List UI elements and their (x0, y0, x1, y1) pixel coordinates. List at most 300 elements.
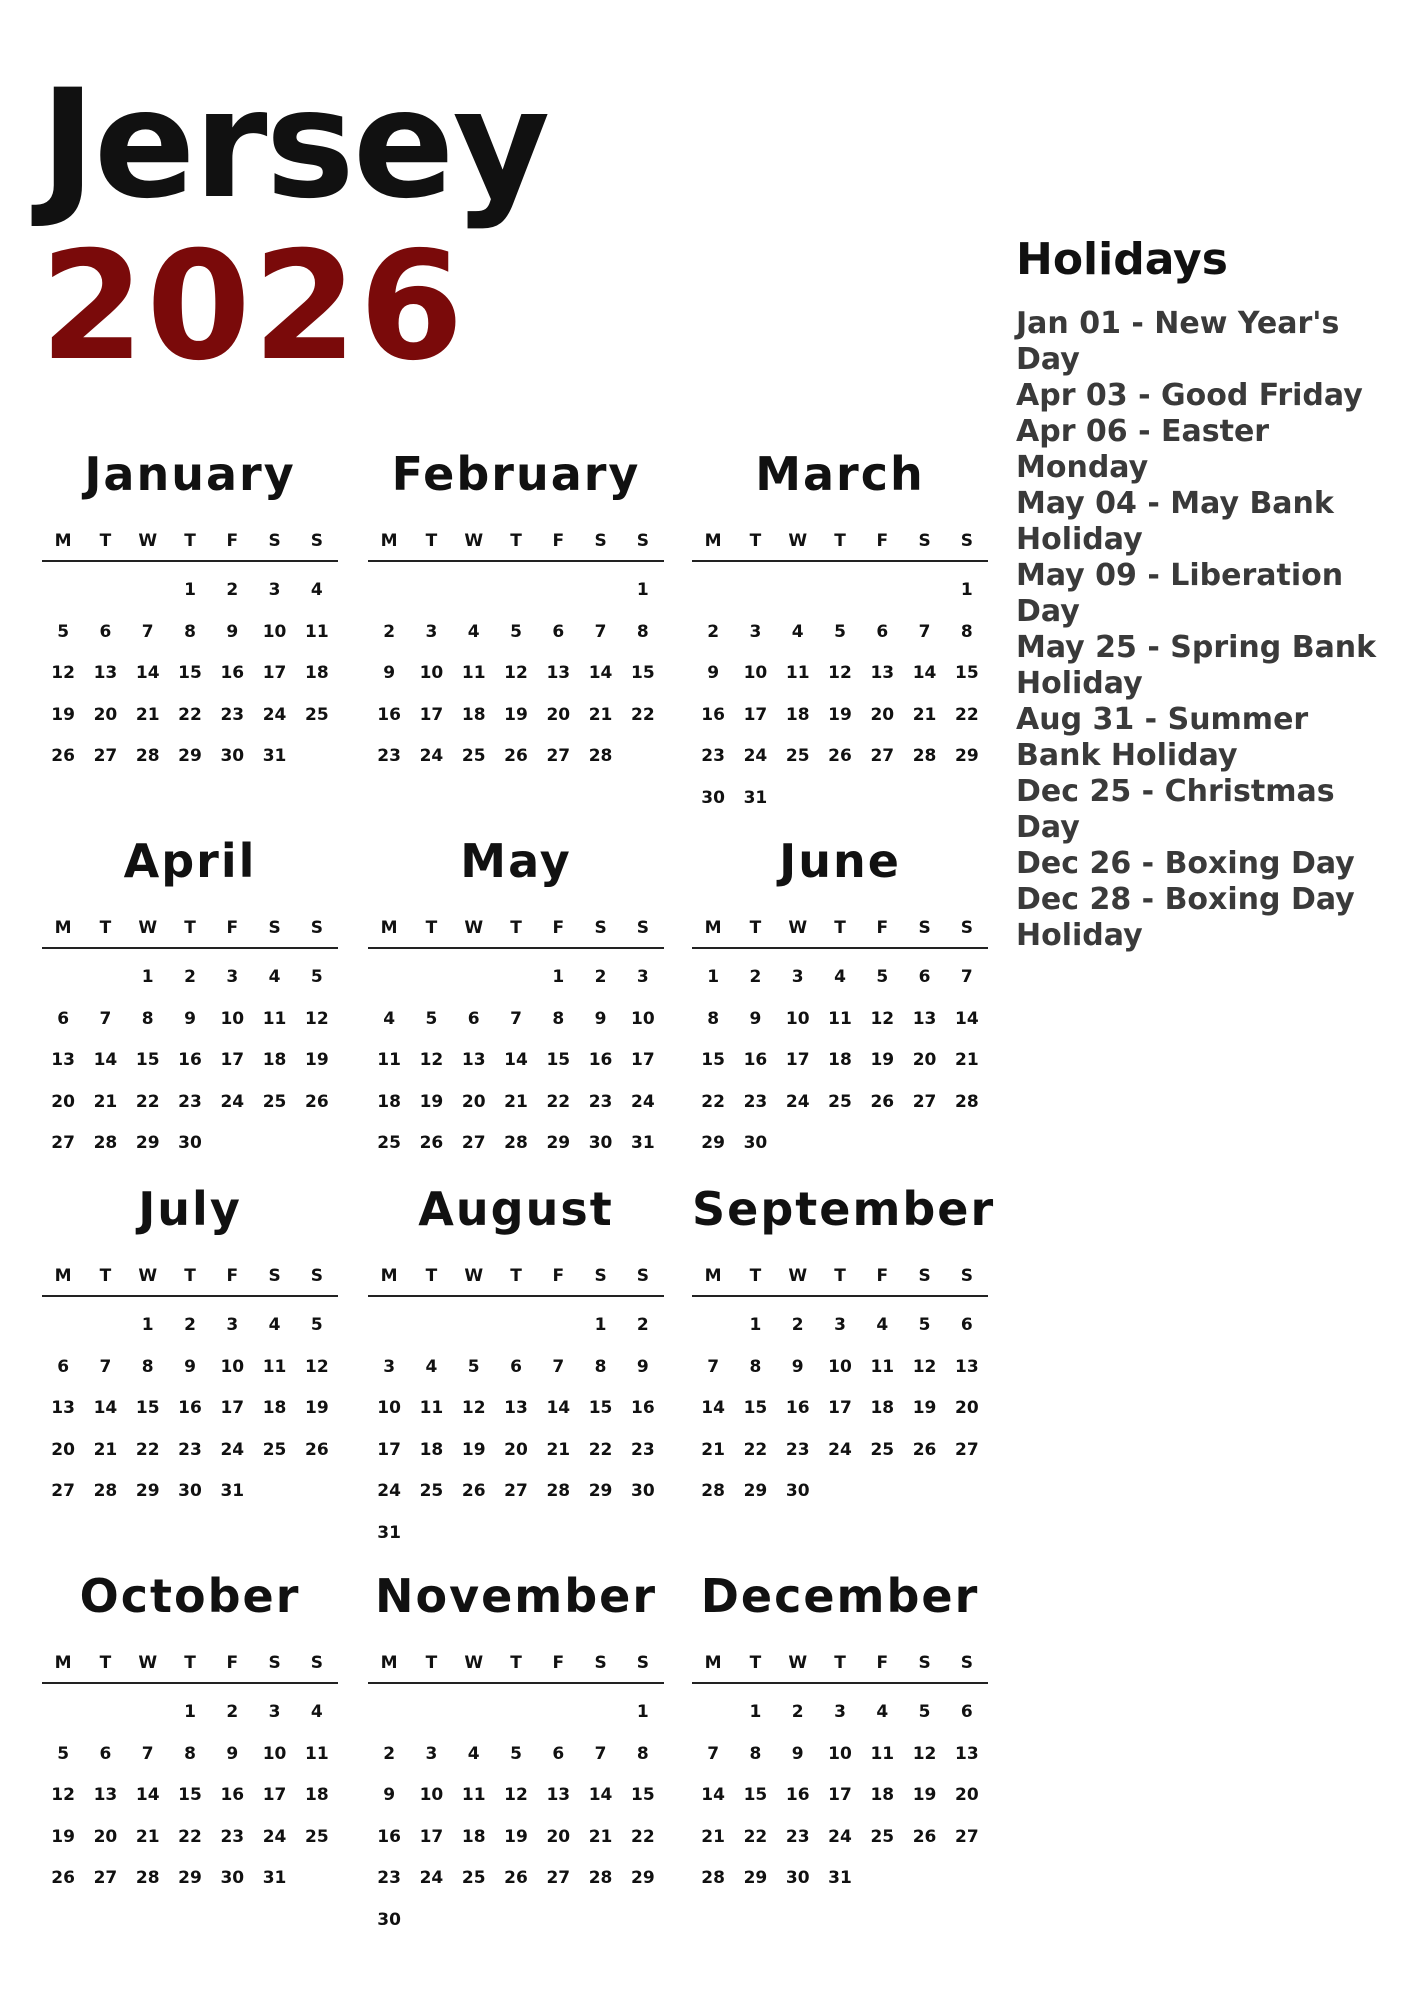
day-cell: 27 (93, 1868, 118, 1888)
day-cell: 1 (184, 580, 196, 600)
day-cell: 1 (594, 1315, 607, 1335)
day-cell: 25 (377, 1133, 401, 1153)
day-cell: 31 (631, 1133, 655, 1153)
day-cell: 4 (467, 621, 480, 642)
day-cell: 16 (701, 704, 725, 725)
holiday-item: Dec 28 - Boxing Day Holiday (1016, 882, 1355, 953)
day-cell: 17 (419, 704, 444, 725)
empty-cell (579, 1692, 621, 1734)
empty-cell (734, 570, 776, 612)
day-cell: 25 (461, 1868, 486, 1888)
day-cell: 4 (268, 967, 281, 987)
day-cell: 16 (785, 1785, 810, 1805)
day-cell: 15 (701, 1050, 725, 1070)
day-cell: 2 (791, 1315, 804, 1335)
weekday-label: M (54, 531, 72, 551)
day-cell: 8 (707, 1008, 720, 1029)
day-cell: 5 (467, 1356, 480, 1377)
day-cell: 30 (178, 1481, 202, 1501)
day-cell: 4 (310, 1702, 323, 1722)
day-cell: 7 (594, 1743, 607, 1764)
day-cell: 12 (305, 1356, 329, 1377)
day-cell: 26 (305, 1091, 329, 1112)
day-cell: 9 (383, 1785, 396, 1805)
day-cell: 15 (546, 1050, 571, 1070)
empty-cell (368, 1305, 410, 1347)
day-cell: 15 (178, 663, 202, 683)
day-cell: 13 (51, 1398, 75, 1418)
month-name: November (374, 1569, 658, 1623)
day-cell: 25 (305, 1826, 329, 1847)
day-cell: 26 (504, 1868, 528, 1888)
day-cell: 30 (588, 1133, 613, 1153)
day-cell: 31 (377, 1522, 401, 1543)
day-cell: 27 (955, 1439, 979, 1460)
day-cell: 27 (955, 1826, 979, 1847)
day-cell: 1 (960, 580, 973, 600)
day-cell: 15 (135, 1398, 160, 1418)
day-cell: 25 (262, 1439, 287, 1460)
day-cell: 9 (707, 663, 720, 683)
day-cell: 27 (546, 746, 571, 766)
weekday-label: W (464, 918, 484, 938)
day-cell: 13 (546, 1785, 571, 1805)
day-cell: 30 (220, 746, 245, 766)
weekday-label: S (960, 531, 973, 551)
day-cell: 30 (785, 1868, 810, 1888)
day-cell: 25 (305, 704, 329, 725)
weekday-label: W (788, 1653, 808, 1673)
month-name: October (79, 1569, 301, 1623)
empty-cell (495, 1692, 537, 1734)
day-cell: 11 (461, 1785, 486, 1805)
empty-cell (537, 1692, 579, 1734)
day-cell: 2 (636, 1315, 649, 1335)
holiday-item: May 04 - May Bank Holiday (1016, 486, 1334, 557)
day-cell: 16 (785, 1398, 810, 1418)
day-cell: 24 (828, 1826, 852, 1847)
weekday-label: T (184, 1653, 196, 1673)
weekday-header (692, 1263, 988, 1297)
day-cell: 29 (743, 1481, 768, 1501)
day-cell: 19 (51, 1826, 75, 1847)
day-cell: 19 (504, 704, 528, 725)
day-cell: 6 (876, 621, 889, 642)
day-cell: 3 (268, 1702, 281, 1722)
day-cell: 14 (135, 1785, 160, 1805)
day-cell: 14 (93, 1050, 118, 1070)
day-cell: 8 (749, 1743, 762, 1764)
weekday-label: F (226, 531, 239, 551)
empty-cell (410, 1692, 452, 1734)
day-cell: 18 (870, 1398, 895, 1418)
month-april (42, 835, 338, 1165)
day-cell: 3 (383, 1356, 396, 1377)
day-cell: 8 (184, 1743, 196, 1764)
day-cell: 19 (305, 1050, 329, 1070)
month-name: February (391, 447, 641, 501)
day-cell: 19 (912, 1398, 937, 1418)
day-cell: 14 (588, 1785, 613, 1805)
day-cell: 17 (785, 1050, 810, 1070)
weekday-label: S (310, 918, 323, 938)
day-cell: 14 (504, 1050, 528, 1070)
day-cell: 3 (834, 1702, 846, 1722)
day-cell: 18 (828, 1050, 852, 1070)
day-cell: 30 (701, 787, 725, 808)
day-cell: 10 (828, 1743, 852, 1764)
day-cell: 17 (220, 1398, 245, 1418)
day-cell: 19 (461, 1439, 486, 1460)
month-november (368, 1570, 664, 1941)
weekday-label: T (510, 1266, 522, 1286)
weekday-label: S (594, 1266, 607, 1286)
day-cell: 14 (701, 1785, 725, 1805)
weekday-header (692, 1650, 988, 1684)
day-cell: 22 (743, 1826, 768, 1847)
day-cell: 3 (226, 1315, 239, 1335)
empty-cell (453, 570, 495, 612)
day-cell: 13 (955, 1743, 979, 1764)
weekday-label: S (918, 918, 931, 938)
day-cell: 26 (51, 746, 75, 766)
day-cell: 19 (419, 1091, 444, 1112)
empty-cell (495, 1305, 537, 1347)
weekday-label: S (594, 531, 607, 551)
weekday-label: F (876, 918, 889, 938)
day-cell: 5 (310, 967, 323, 987)
empty-cell (368, 1692, 410, 1734)
day-cell: 12 (504, 1785, 528, 1805)
day-cell: 13 (546, 663, 571, 683)
day-grid (368, 570, 664, 778)
day-cell: 21 (701, 1439, 725, 1460)
day-cell: 10 (262, 621, 287, 642)
weekday-label: S (636, 1266, 649, 1286)
day-cell: 28 (588, 746, 613, 766)
day-cell: 12 (912, 1743, 937, 1764)
weekday-label: W (788, 1266, 808, 1286)
day-cell: 3 (226, 967, 239, 987)
weekday-label: F (552, 918, 565, 938)
day-grid (368, 1305, 664, 1554)
day-cell: 5 (57, 1743, 70, 1764)
day-cell: 22 (178, 704, 202, 725)
day-cell: 2 (226, 580, 239, 600)
day-cell: 9 (791, 1743, 804, 1764)
empty-cell (42, 1305, 84, 1347)
day-cell: 23 (178, 1091, 202, 1112)
day-cell: 22 (546, 1091, 571, 1112)
day-cell: 3 (636, 967, 649, 987)
day-cell: 31 (220, 1481, 245, 1501)
weekday-label: T (749, 1653, 762, 1673)
day-cell: 20 (955, 1785, 979, 1805)
day-cell: 23 (220, 704, 245, 725)
holidays-title: Holidays (1016, 234, 1228, 285)
day-cell: 27 (93, 746, 118, 766)
day-cell: 22 (701, 1091, 725, 1112)
day-cell: 7 (594, 621, 607, 642)
day-cell: 28 (93, 1133, 118, 1153)
day-cell: 19 (912, 1785, 937, 1805)
day-cell: 11 (419, 1398, 444, 1418)
day-cell: 22 (135, 1439, 160, 1460)
day-cell: 20 (546, 704, 571, 725)
empty-cell (777, 570, 819, 612)
day-cell: 24 (220, 1091, 245, 1112)
day-cell: 24 (262, 704, 287, 725)
day-cell: 22 (955, 704, 979, 725)
day-cell: 10 (828, 1356, 852, 1377)
day-cell: 11 (262, 1356, 287, 1377)
day-cell: 24 (785, 1091, 810, 1112)
day-cell: 29 (955, 746, 979, 766)
day-cell: 22 (631, 1826, 655, 1847)
day-cell: 24 (262, 1826, 287, 1847)
day-cell: 20 (93, 704, 118, 725)
weekday-label: S (310, 1653, 323, 1673)
day-cell: 4 (467, 1743, 480, 1764)
day-cell: 11 (377, 1050, 401, 1070)
weekday-label: T (425, 531, 438, 551)
weekday-label: S (636, 918, 649, 938)
holiday-item: Apr 06 - Easter Monday (1016, 414, 1270, 485)
day-cell: 16 (178, 1398, 202, 1418)
day-grid (42, 957, 338, 1165)
day-cell: 30 (220, 1868, 245, 1888)
day-cell: 25 (785, 746, 810, 766)
weekday-label: F (552, 531, 565, 551)
day-cell: 24 (419, 1868, 444, 1888)
day-cell: 29 (178, 1868, 202, 1888)
day-cell: 6 (552, 621, 565, 642)
day-cell: 19 (870, 1050, 895, 1070)
day-cell: 21 (504, 1091, 528, 1112)
day-cell: 30 (178, 1133, 202, 1153)
weekday-label: W (464, 1266, 484, 1286)
day-cell: 21 (701, 1826, 725, 1847)
weekday-label: W (138, 531, 158, 551)
day-cell: 29 (546, 1133, 571, 1153)
empty-cell (537, 1305, 579, 1347)
empty-cell (127, 1692, 169, 1734)
day-cell: 26 (51, 1868, 75, 1888)
day-cell: 31 (262, 1868, 287, 1888)
weekday-label: T (99, 1653, 112, 1673)
day-cell: 25 (828, 1091, 852, 1112)
day-cell: 15 (135, 1050, 160, 1070)
day-cell: 21 (135, 704, 160, 725)
day-cell: 18 (461, 704, 486, 725)
month-name: March (755, 447, 925, 501)
day-cell: 21 (588, 1826, 613, 1847)
weekday-header (368, 1263, 664, 1297)
weekday-label: T (184, 1266, 196, 1286)
weekday-label: T (510, 1653, 522, 1673)
day-cell: 2 (791, 1702, 804, 1722)
day-cell: 1 (749, 1702, 762, 1722)
day-cell: 6 (960, 1702, 973, 1722)
day-grid (42, 570, 338, 778)
day-cell: 9 (226, 621, 239, 642)
day-cell: 13 (504, 1398, 528, 1418)
day-cell: 15 (743, 1785, 768, 1805)
day-cell: 15 (743, 1398, 768, 1418)
day-cell: 7 (918, 621, 931, 642)
weekday-label: F (226, 1653, 239, 1673)
day-cell: 20 (461, 1091, 486, 1112)
day-cell: 3 (791, 967, 804, 987)
day-cell: 7 (960, 967, 973, 987)
month-february (368, 448, 664, 778)
day-cell: 7 (141, 621, 154, 642)
day-grid (368, 957, 664, 1165)
day-cell: 4 (425, 1356, 438, 1377)
weekday-label: W (788, 531, 808, 551)
month-december (692, 1570, 988, 1900)
day-cell: 23 (220, 1826, 245, 1847)
day-cell: 1 (141, 967, 154, 987)
weekday-label: T (749, 1266, 762, 1286)
day-cell: 28 (135, 1868, 160, 1888)
day-cell: 23 (178, 1439, 202, 1460)
day-cell: 10 (262, 1743, 287, 1764)
day-cell: 18 (461, 1826, 486, 1847)
day-cell: 12 (51, 1785, 75, 1805)
day-cell: 6 (99, 1743, 112, 1764)
day-cell: 28 (135, 746, 160, 766)
empty-cell (84, 1305, 126, 1347)
weekday-label: W (788, 918, 808, 938)
empty-cell (692, 570, 734, 612)
day-cell: 5 (57, 621, 70, 642)
weekday-label: T (184, 531, 196, 551)
weekday-label: M (380, 1653, 398, 1673)
weekday-label: T (425, 918, 438, 938)
weekday-header (692, 528, 988, 562)
weekday-label: S (960, 1266, 973, 1286)
day-cell: 20 (912, 1050, 937, 1070)
day-cell: 26 (912, 1439, 937, 1460)
day-cell: 14 (93, 1398, 118, 1418)
day-cell: 10 (220, 1356, 245, 1377)
day-cell: 25 (870, 1439, 895, 1460)
day-cell: 26 (461, 1481, 486, 1501)
day-cell: 19 (305, 1398, 329, 1418)
day-cell: 9 (594, 1008, 607, 1029)
day-cell: 19 (828, 704, 852, 725)
weekday-label: F (552, 1266, 565, 1286)
day-cell: 8 (184, 621, 196, 642)
weekday-header (692, 915, 988, 949)
empty-cell (453, 957, 495, 999)
day-cell: 7 (510, 1008, 522, 1029)
day-cell: 3 (834, 1315, 846, 1335)
day-cell: 7 (141, 1743, 154, 1764)
empty-cell (42, 1692, 84, 1734)
month-name: August (418, 1182, 614, 1236)
day-cell: 23 (785, 1439, 810, 1460)
day-cell: 29 (135, 1133, 160, 1153)
day-grid (42, 1305, 338, 1513)
day-cell: 1 (636, 1702, 649, 1722)
day-cell: 23 (588, 1091, 613, 1112)
month-name: April (123, 834, 257, 888)
day-cell: 7 (707, 1743, 720, 1764)
day-grid (692, 1305, 988, 1513)
weekday-label: M (704, 1266, 722, 1286)
day-cell: 15 (631, 1785, 655, 1805)
day-cell: 30 (377, 1909, 401, 1930)
day-cell: 1 (749, 1315, 762, 1335)
weekday-label: S (310, 531, 323, 551)
day-cell: 10 (743, 663, 768, 683)
day-cell: 15 (178, 1785, 202, 1805)
weekday-header (42, 528, 338, 562)
empty-cell (453, 1692, 495, 1734)
day-grid (692, 1692, 988, 1900)
weekday-header (368, 1650, 664, 1684)
day-cell: 15 (955, 663, 979, 683)
day-cell: 22 (135, 1091, 160, 1112)
day-cell: 12 (912, 1356, 937, 1377)
day-cell: 7 (99, 1008, 112, 1029)
day-cell: 5 (310, 1315, 323, 1335)
day-cell: 25 (262, 1091, 287, 1112)
day-cell: 10 (377, 1398, 401, 1418)
weekday-label: T (184, 918, 196, 938)
day-cell: 30 (631, 1481, 655, 1501)
page-year: 2026 (40, 220, 466, 394)
day-cell: 12 (461, 1398, 486, 1418)
day-cell: 29 (135, 1481, 160, 1501)
day-cell: 13 (461, 1050, 486, 1070)
day-cell: 1 (184, 1702, 196, 1722)
day-cell: 4 (876, 1702, 889, 1722)
empty-cell (368, 570, 410, 612)
page-title: Jersey (40, 58, 549, 232)
day-cell: 5 (918, 1702, 931, 1722)
holiday-item: Apr 03 - Good Friday (1016, 378, 1363, 413)
weekday-label: M (380, 531, 398, 551)
day-cell: 27 (51, 1481, 75, 1501)
day-cell: 2 (226, 1702, 239, 1722)
day-cell: 17 (262, 663, 287, 683)
weekday-label: W (138, 1653, 158, 1673)
day-cell: 22 (631, 704, 655, 725)
day-cell: 17 (631, 1050, 655, 1070)
weekday-label: W (464, 1653, 484, 1673)
weekday-label: S (960, 1653, 973, 1673)
day-cell: 9 (791, 1356, 804, 1377)
weekday-label: S (918, 1653, 931, 1673)
month-june (692, 835, 988, 1165)
empty-cell (410, 957, 452, 999)
weekday-header (368, 915, 664, 949)
day-cell: 31 (828, 1868, 852, 1888)
day-cell: 16 (631, 1398, 655, 1418)
day-cell: 20 (51, 1091, 75, 1112)
weekday-label: T (749, 531, 762, 551)
day-cell: 12 (305, 1008, 329, 1029)
weekday-label: T (834, 531, 846, 551)
day-cell: 14 (912, 663, 937, 683)
day-cell: 4 (383, 1008, 396, 1029)
day-cell: 29 (701, 1133, 725, 1153)
month-name: June (779, 834, 901, 888)
day-cell: 6 (57, 1356, 70, 1377)
